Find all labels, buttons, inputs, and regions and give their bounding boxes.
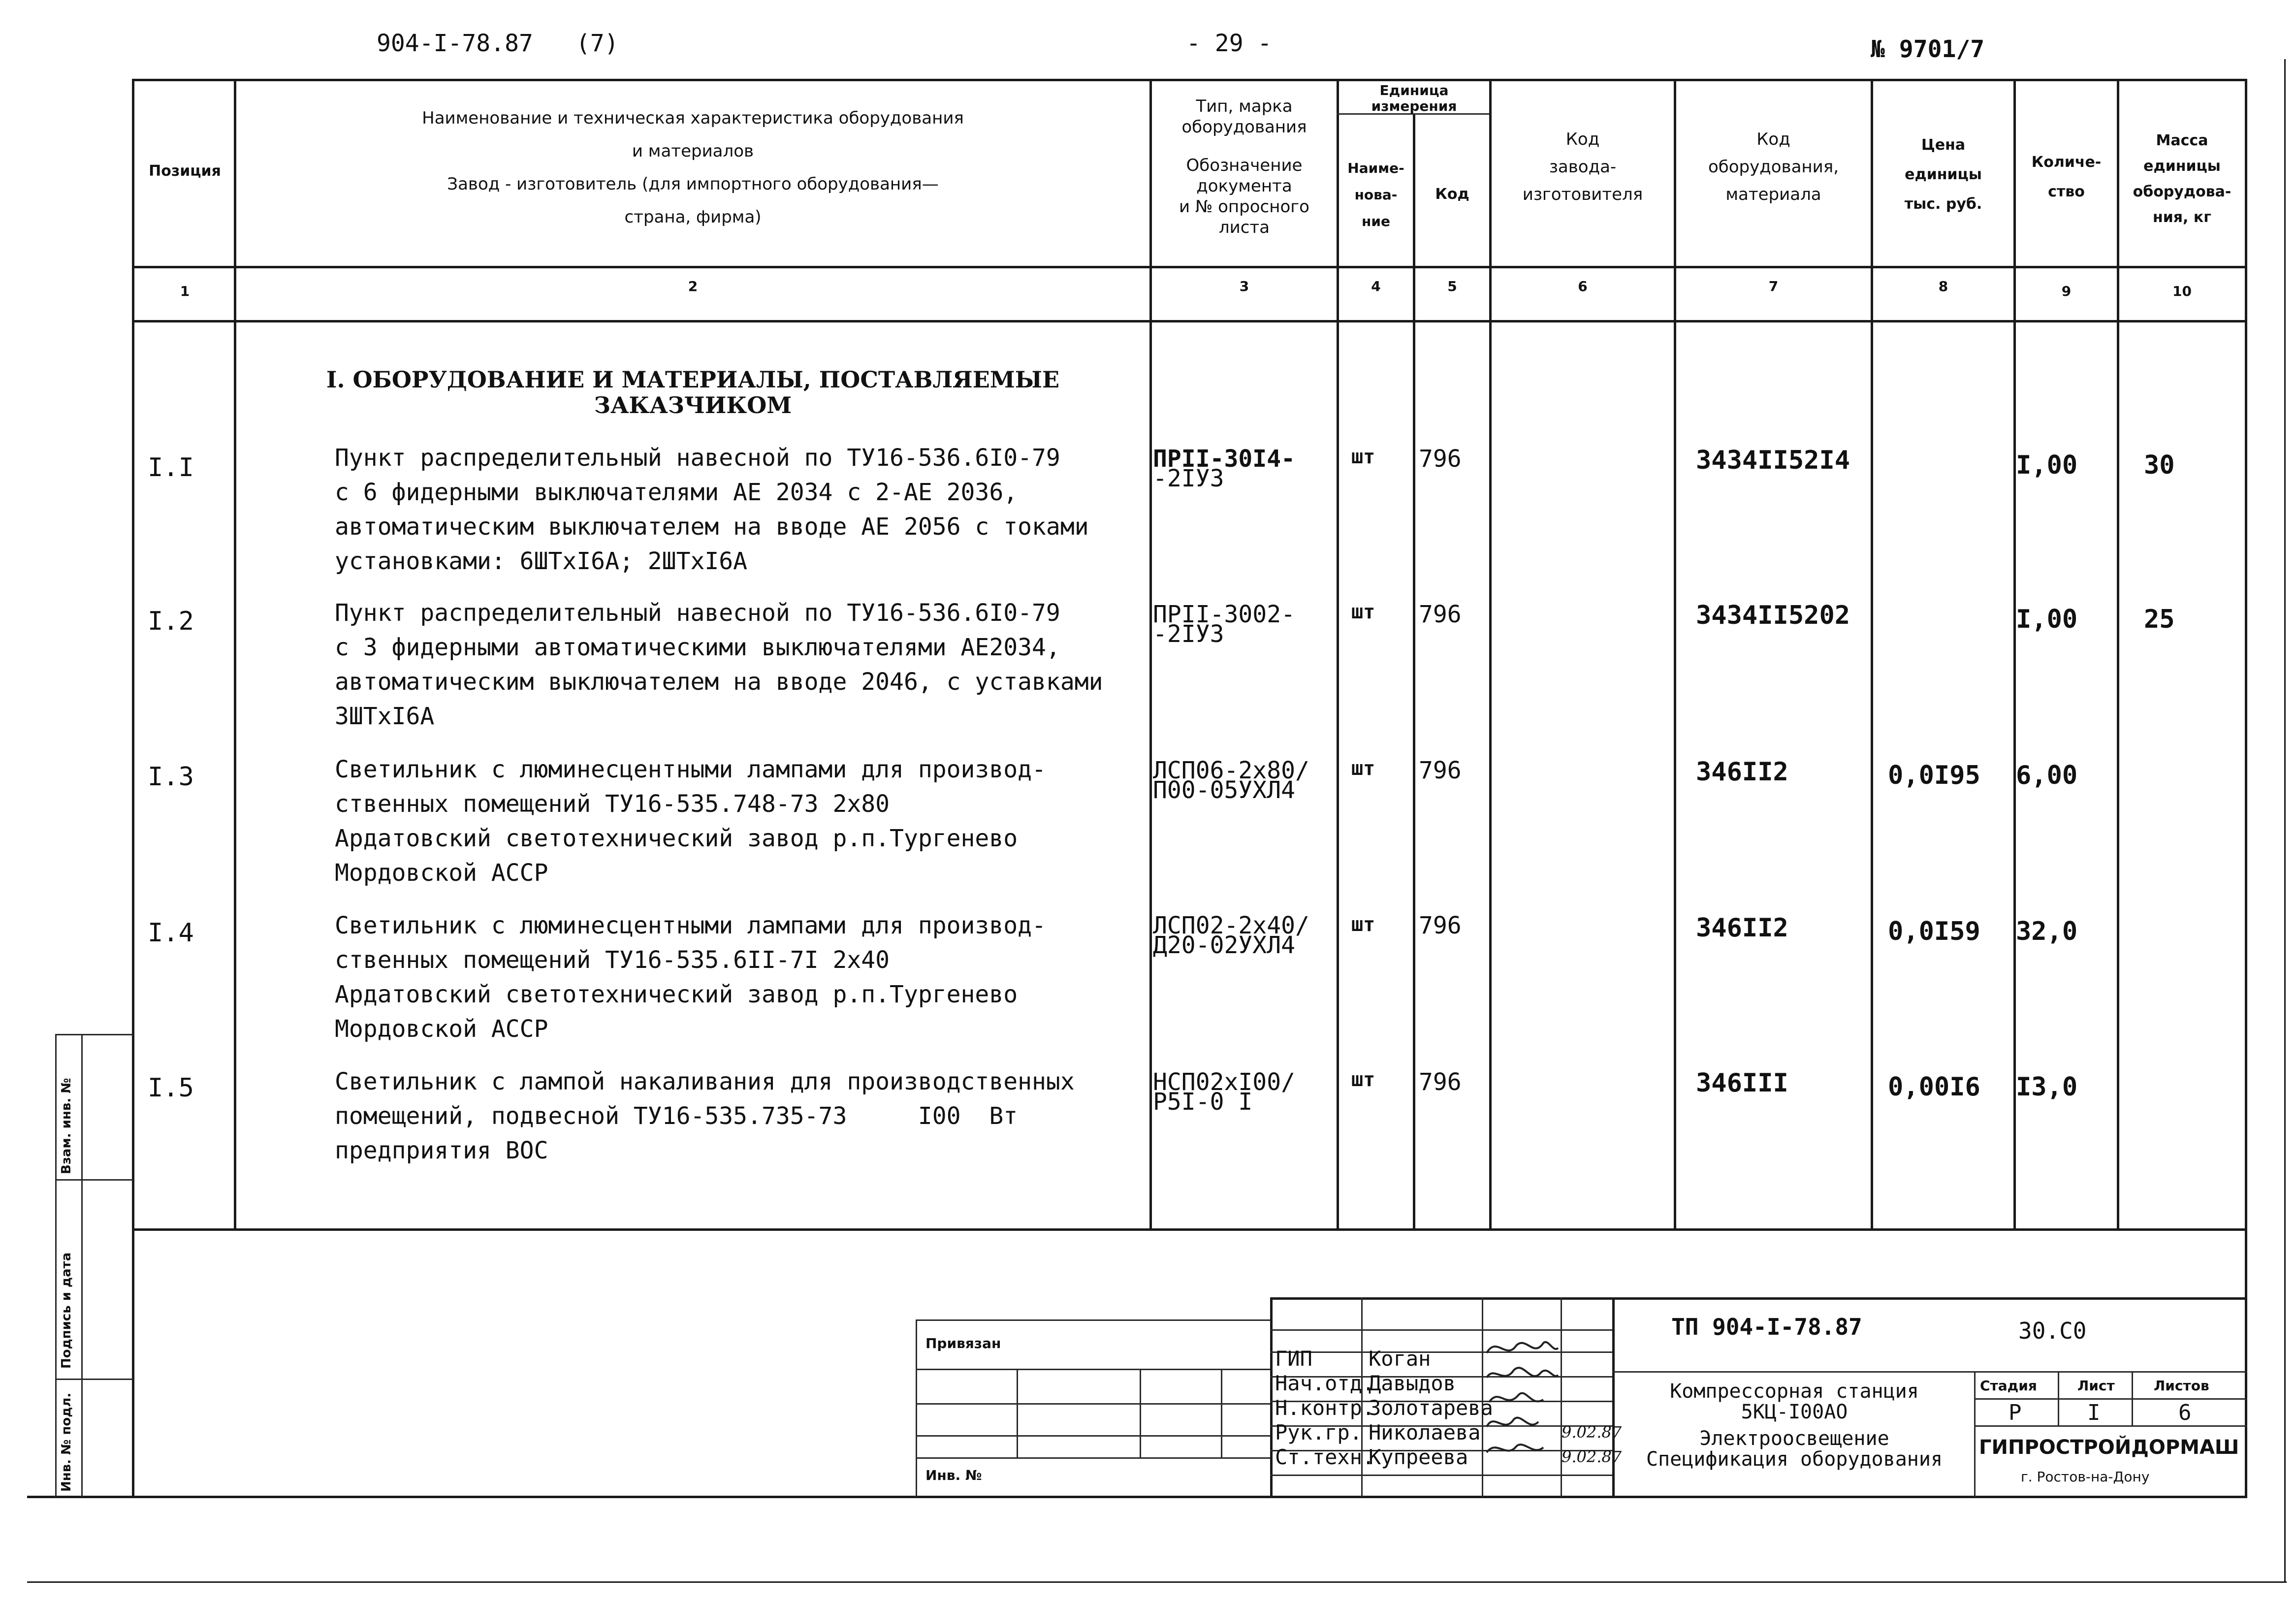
outer-bottom — [27, 1581, 2287, 1583]
header-name — [236, 106, 1149, 230]
row-description-line: предприятия ВОС — [335, 1137, 548, 1164]
stamp-left — [1270, 1297, 1273, 1497]
row-description-line: Ардатовский светотехнический завод р.п.Тургенево — [335, 981, 1018, 1008]
stamp-role: Рук.гр. — [1275, 1420, 1363, 1444]
row-type-line2: Р5I-0 I — [1153, 1088, 1253, 1116]
privyazan-top — [916, 1319, 1270, 1321]
col-sep-2 — [1149, 79, 1152, 1228]
privyazan-grid — [916, 1435, 1270, 1437]
col-number: 1 — [180, 283, 190, 299]
col-number: 8 — [1938, 278, 1948, 294]
header-equipment-code-line3: материала — [1725, 185, 1821, 204]
row-description-line: Ардатовский светотехнический завод р.п.Тургенево — [335, 825, 1018, 852]
row-price: 0,0I59 — [1888, 917, 1980, 946]
stamp-title-line3: Электроосвещение — [1699, 1427, 1889, 1450]
stamp-title-sep — [1974, 1371, 1976, 1497]
row-type — [1153, 601, 1295, 648]
frame-left — [132, 79, 134, 1497]
row-unit-code: 796 — [1419, 445, 1462, 473]
header-equipment-code — [1676, 126, 1871, 208]
col-number: 7 — [1768, 278, 1779, 294]
row-description-line: Мордовской АССР — [335, 1015, 548, 1043]
row-unit: шт — [1351, 913, 1375, 936]
col-number: 5 — [1447, 278, 1457, 294]
privyazan-grid — [916, 1403, 1270, 1405]
page-number: - 29 - — [1186, 30, 1272, 57]
row-description-line: Пункт распределительный навесной по ТУ16-536.6I0-79 — [335, 444, 1060, 472]
stamp-name: Коган — [1369, 1347, 1431, 1371]
side-label-podpis: Подпись и дата — [59, 1252, 74, 1369]
header-type-line6: листа — [1218, 218, 1270, 237]
stamp-stage-value: Р — [2009, 1400, 2022, 1425]
col-number: 3 — [1239, 278, 1249, 294]
row-description-line: Пункт распределительный навесной по ТУ16-536.6I0-79 — [335, 599, 1060, 627]
row-unit-code: 796 — [1419, 757, 1462, 784]
frame-right — [2245, 79, 2247, 1497]
col-sep-5 — [1489, 79, 1492, 1228]
header-quantity — [2016, 148, 2117, 207]
header-unit-name — [1339, 155, 1413, 235]
section-title-line2: ЗАКАЗЧИКОМ — [594, 392, 792, 418]
row-position: I.4 — [148, 918, 194, 948]
row-description-line: с 6 фидерными выключателями АЕ 2034 с 2-АЕ 2036, — [335, 479, 1018, 506]
row-description-line: автоматическим выключателем на вводе 2046, с уставками — [335, 668, 1103, 696]
stamp-grid — [1561, 1297, 1562, 1497]
row-description-line: Светильник с лампой накаливания для производственных — [335, 1068, 1075, 1095]
col-sep-6 — [1674, 79, 1676, 1228]
row-position: I.3 — [148, 762, 194, 792]
stamp-organization: ГИПРОСТРОЙДОРМАШ — [1979, 1436, 2239, 1459]
row-unit-code: 796 — [1419, 1068, 1462, 1096]
stamp-title-line4: Спецификация оборудования — [1646, 1448, 1943, 1471]
row-type-line2: Д20-02УХЛ4 — [1153, 931, 1295, 959]
header-factory-code-line2: завода- — [1549, 157, 1617, 177]
row-unit: шт — [1351, 757, 1375, 780]
stamp-title-line1: Компрессорная станция — [1670, 1380, 1919, 1403]
privyazan-grid — [916, 1457, 1270, 1459]
stamp-date: 9.02.87 — [1562, 1447, 1622, 1466]
privyazan-grid — [916, 1369, 1270, 1370]
row-equipment-code: 3434II52I4 — [1696, 446, 1850, 475]
col-sep-1 — [234, 79, 236, 1228]
row-mass: 25 — [2144, 605, 2175, 634]
stamp-stage-sep1 — [2058, 1371, 2059, 1425]
row-description-line: помещений, подвесной ТУ16-535.735-73 I00 Вт — [335, 1102, 1018, 1130]
row-description — [335, 441, 1089, 578]
row-quantity: I3,0 — [2016, 1072, 2078, 1102]
side-strip-left — [55, 1034, 57, 1497]
header-mass-line2: единицы — [2143, 158, 2221, 175]
row-unit-code: 796 — [1419, 601, 1462, 628]
frame-top — [133, 79, 2245, 81]
inv-no-label: Инв. № — [925, 1467, 982, 1483]
stamp-sheet-label: Лист — [2077, 1378, 2115, 1394]
header-type-line3: Обозначение — [1186, 156, 1303, 175]
row-unit: шт — [1351, 446, 1375, 468]
row-price: 0,00I6 — [1888, 1072, 1980, 1102]
header-unit-name-line3: ние — [1362, 213, 1390, 229]
col-sep-7 — [1871, 79, 1873, 1228]
row-description-line: Светильник с люминесцентными лампами для производ- — [335, 756, 1046, 783]
header-factory-code-line3: изготовителя — [1522, 185, 1643, 204]
body-bottom-rule — [133, 1228, 2245, 1231]
stamp-name: Золотарева — [1369, 1396, 1493, 1420]
row-quantity: I,00 — [2016, 605, 2078, 634]
header-rule-2 — [133, 320, 2245, 322]
header-mass — [2119, 128, 2245, 230]
row-description-line: ственных помещений ТУ16-535.748-73 2х80 — [335, 790, 890, 818]
header-name-line4: страна, фирма) — [624, 207, 762, 227]
row-type-line1: ПРII-30I4- — [1153, 445, 1295, 473]
stamp-name: Давыдов — [1369, 1371, 1456, 1395]
col-number: 10 — [2172, 283, 2192, 299]
row-quantity: 32,0 — [2016, 917, 2078, 946]
row-type-line2: П00-05УХЛ4 — [1153, 776, 1295, 804]
stamp-stage-rule2 — [1974, 1425, 2247, 1427]
row-description — [335, 1064, 1075, 1168]
row-description-line: 3ШТхI6А — [335, 703, 435, 730]
section-title-line1: I. ОБОРУДОВАНИЕ И МАТЕРИАЛЫ, ПОСТАВЛЯЕМЫЕ — [326, 366, 1060, 393]
row-type-line1: НСП02хI00/ — [1153, 1068, 1295, 1096]
row-type-line2: -2IУ3 — [1153, 465, 1224, 492]
doc-code-top: 904-I-78.87 — [377, 30, 533, 57]
side-label-vzam: Взам. инв. № — [59, 1078, 74, 1174]
header-factory-code — [1492, 126, 1674, 208]
header-unit-line1: Единица — [1379, 82, 1449, 98]
col-number: 9 — [2061, 283, 2072, 299]
privyazan-grid — [1221, 1369, 1222, 1457]
doc-number-top: (7) — [576, 30, 619, 57]
privyazan-left — [916, 1319, 917, 1497]
row-quantity: 6,00 — [2016, 761, 2078, 790]
row-type — [1153, 912, 1309, 959]
header-unit — [1339, 83, 1489, 114]
side-label-inv: Инв. № подл. — [59, 1392, 74, 1492]
stamp-city: г. Ростов-на-Дону — [2021, 1469, 2150, 1485]
header-equipment-code-line1: Код — [1756, 129, 1790, 149]
header-type-line5: и № опросного — [1179, 197, 1309, 217]
stamp-sheet-value: I — [2087, 1400, 2101, 1425]
stamp-title-rule — [1612, 1371, 2247, 1373]
row-type-line1: ЛСП06-2х80/ — [1153, 757, 1309, 784]
header-name-line3: Завод - изготовитель (для импортного оборудования— — [447, 174, 939, 194]
stamp-stage-sep2 — [2132, 1371, 2133, 1425]
header-price-line1: Цена — [1921, 136, 1966, 154]
header-unit-code: Код — [1435, 186, 1469, 203]
header-name-line2: и материалов — [632, 141, 754, 161]
col-number: 6 — [1578, 278, 1588, 294]
row-unit: шт — [1351, 1068, 1375, 1091]
row-position: I.2 — [148, 607, 194, 636]
stamp-sheets-value: 6 — [2178, 1400, 2192, 1425]
col-number: 2 — [688, 278, 698, 294]
stamp-title — [1615, 1381, 1974, 1470]
stamp-role: Нач.отд. — [1275, 1371, 1375, 1395]
header-position: Позиция — [149, 162, 221, 180]
privyazan-label: Привязан — [925, 1335, 1001, 1351]
header-factory-code-line1: Код — [1565, 129, 1600, 149]
row-position: I.5 — [148, 1073, 194, 1103]
row-description-line: ственных помещений ТУ16-535.6II-7I 2х40 — [335, 946, 890, 974]
row-mass: 30 — [2144, 450, 2175, 480]
frame-bottom — [27, 1496, 2247, 1498]
row-description-line: Мордовской АССР — [335, 859, 548, 887]
row-unit-code: 796 — [1419, 912, 1462, 939]
row-type — [1153, 445, 1295, 492]
row-description-line: автоматическим выключателем на вводе АЕ 2056 с токами — [335, 513, 1089, 541]
header-price-line2: единицы — [1905, 166, 1982, 183]
row-description — [335, 752, 1046, 890]
row-price: 0,0I95 — [1888, 761, 1980, 790]
stamp-doc-code: ТП 904-I-78.87 — [1671, 1314, 1862, 1340]
stamp-sheet-code: 30.С0 — [2018, 1317, 2087, 1344]
header-price-line3: тыс. руб. — [1904, 195, 1982, 213]
header-rule-1 — [133, 266, 2245, 268]
header-mass-line1: Масса — [2156, 132, 2208, 149]
header-type-line4: документа — [1196, 176, 1292, 196]
row-type-line1: ПРII-3002- — [1153, 601, 1295, 628]
header-mass-line4: ния, кг — [2153, 209, 2211, 226]
header-type — [1152, 96, 1337, 238]
header-type-line1: Тип, марка — [1196, 96, 1293, 116]
section-title — [236, 367, 1149, 418]
privyazan-grid — [1017, 1369, 1018, 1457]
header-unit-name-line2: нова- — [1354, 187, 1398, 203]
privyazan-grid — [1140, 1369, 1141, 1457]
stamp-role: ГИП — [1275, 1347, 1312, 1371]
header-unit-name-line1: Наиме- — [1347, 160, 1404, 176]
stamp-name: Купреева — [1369, 1445, 1468, 1469]
side-strip-sep2 — [55, 1379, 133, 1380]
side-strip-inner — [81, 1034, 83, 1497]
stamp-top — [1270, 1297, 2247, 1300]
stamp-name: Николаева — [1369, 1420, 1481, 1444]
row-description — [335, 596, 1103, 734]
header-equipment-code-line2: оборудования, — [1708, 157, 1839, 177]
col-number: 4 — [1371, 278, 1381, 294]
row-type — [1153, 1068, 1295, 1116]
outer-right — [2284, 59, 2286, 1583]
stamp-role: Н.контр. — [1275, 1396, 1375, 1420]
header-type-line2: оборудования — [1181, 117, 1307, 137]
col-sep-3 — [1337, 79, 1339, 1228]
stamp-title-line2: 5КЦ-I00АО — [1741, 1401, 1848, 1423]
row-unit: шт — [1351, 601, 1375, 623]
stamp-roles — [1275, 1347, 1374, 1470]
header-mass-line3: оборудова- — [2133, 183, 2232, 200]
row-description-line: с 3 фидерными автоматическими выключателями АЕ2034, — [335, 634, 1060, 661]
row-type-line1: ЛСП02-2х40/ — [1153, 912, 1309, 939]
stamp-stage-rule1 — [1974, 1398, 2247, 1400]
header-unit-line2: измерения — [1371, 98, 1457, 114]
stamp-role: Ст.техн. — [1275, 1445, 1375, 1469]
row-position: I.I — [148, 453, 194, 482]
header-name-line1: Наименование и техническая характеристика оборудования — [422, 108, 964, 128]
header-price — [1873, 130, 2013, 219]
stamp-sheets-label: Листов — [2154, 1378, 2209, 1394]
row-equipment-code: 346II2 — [1696, 757, 1788, 787]
row-description — [335, 908, 1046, 1046]
stamp-date: 9.02.87 — [1562, 1423, 1622, 1442]
stamp-stage-label: Стадия — [1980, 1378, 2037, 1394]
header-quantity-line1: Количе- — [2031, 154, 2102, 171]
archive-number: № 9701/7 — [1871, 35, 1985, 63]
row-equipment-code: 3434II5202 — [1696, 601, 1850, 630]
row-equipment-code: 346III — [1696, 1068, 1788, 1098]
row-type-line2: -2IУ3 — [1153, 620, 1224, 648]
col-sep-8 — [2013, 79, 2016, 1228]
header-quantity-line2: ство — [2048, 183, 2085, 200]
stamp-names — [1369, 1347, 1493, 1470]
signature-scribbles — [1484, 1338, 1561, 1468]
row-type — [1153, 757, 1309, 804]
side-strip-top — [55, 1034, 133, 1035]
row-equipment-code: 346II2 — [1696, 913, 1788, 943]
row-description-line: Светильник с люминесцентными лампами для производ- — [335, 912, 1046, 939]
col-sep-9 — [2117, 79, 2119, 1228]
row-description-line: установками: 6ШТхI6А; 2ШТхI6А — [335, 547, 748, 575]
row-quantity: I,00 — [2016, 450, 2078, 480]
side-strip-sep1 — [55, 1179, 133, 1181]
